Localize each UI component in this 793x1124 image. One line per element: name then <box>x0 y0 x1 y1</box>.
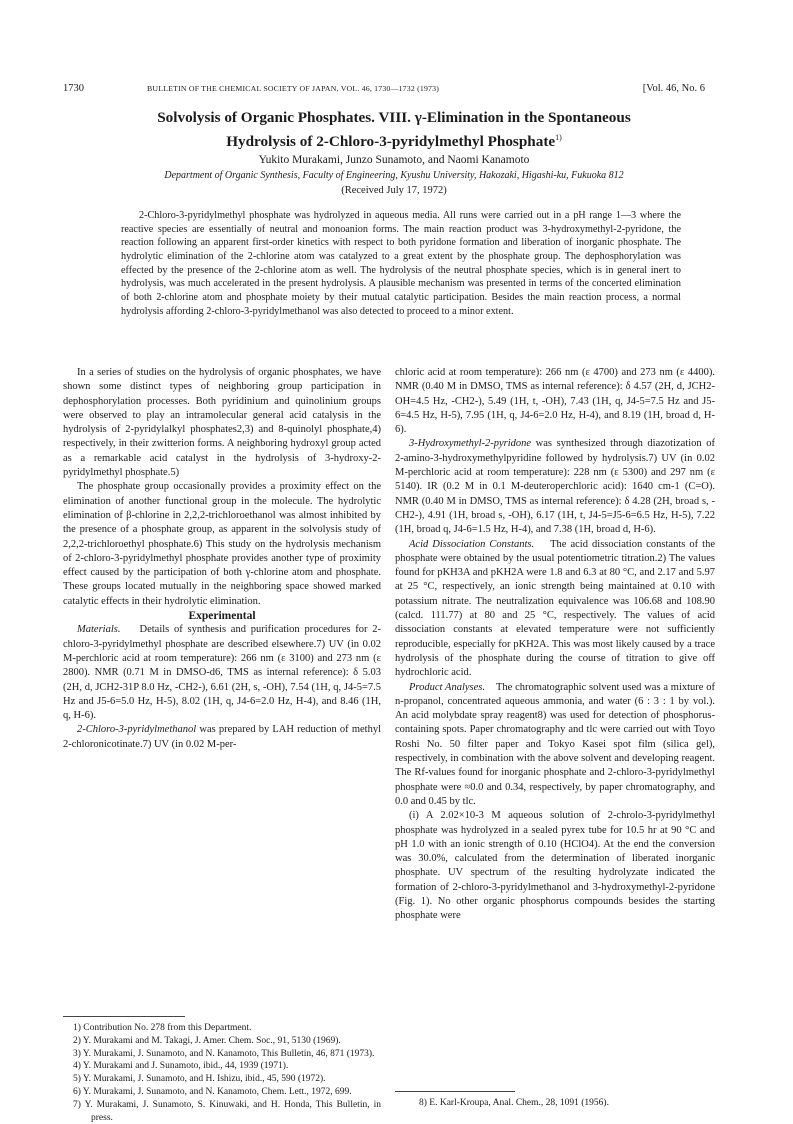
materials-label: Materials. <box>77 624 121 636</box>
affiliation: Department of Organic Synthesis, Faculty of Engineering, Kyushu University, Hakozaki, Higashi-ku, Fukuoka 812 <box>164 170 624 181</box>
title-ref-mark: 1) <box>555 133 562 142</box>
title-line-2: Hydrolysis of 2-Chloro-3-pyridylmethyl Phosphate <box>226 133 556 151</box>
authors: Yukito Murakami, Junzo Sunamoto, and Naomi Kanamoto <box>258 154 530 166</box>
product-analyses-paragraph <box>395 681 715 810</box>
footnote: 3) Y. Murakami, J. Sunamoto, and N. Kanamoto, This Bulletin, 46, 871 (1973). <box>73 1048 375 1059</box>
continued-paragraph: chloric acid at room temperature): 266 nm (ε 4700) and 273 nm (ε 4400). NMR (0.40 M in DMSO, TMS as internal reference): δ 4.57 (2H, d, JCH2-OH=4.5 Hz, -CH2-), 5.49 (1H, t, -OH), 7.43 (1H, q, J4-5=7.5 Hz and J5-6=4.5 Hz, H-5), 7.95 (1H, q, J4-6=2.0 Hz, H-4), and 8.19 (1H, broad d, H-6). <box>395 367 715 436</box>
footnote: 7) Y. Murakami, J. Sunamoto, S. Kinuwaki, and H. Honda, This Bulletin, in press. <box>73 1099 381 1123</box>
footnote: 1) Contribution No. 278 from this Department. <box>73 1023 252 1033</box>
footnote: 8) E. Karl-Kroupa, Anal. Chem., 28, 1091 (1956). <box>419 1098 609 1108</box>
column-right <box>395 366 715 924</box>
received-date: (Received July 17, 1972) <box>341 185 447 196</box>
page-number: 1730 <box>63 83 84 94</box>
footnote: 2) Y. Murakami and M. Takagi, J. Amer. Chem. Soc., 91, 5130 (1969). <box>73 1035 341 1046</box>
item-i-paragraph: (i) A 2.02×10-3 M aqueous solution of 2-chrolo-3-pyridylmethyl phosphate was hydrolyzed in a sealed pyrex tube for 10.5 hr at 90 °C and pH 1.0 with an ionic strength of 0.10 (HClO4). At the end the conversion was 30.0%, calculated from the determination of liberated inorganic phosphate. UV spectrum of the resulting hydrolyzate indicated the formation of 2-chloro-3-pyridylmethanol and 3-hydroxymethyl-2-pyridone (Fig. 1). No other organic phosphorus compounds besides the starting phosphate were <box>395 810 715 922</box>
pyridylmethanol-paragraph <box>63 723 381 752</box>
abstract: 2-Chloro-3-pyridylmethyl phosphate was hydrolyzed in aqueous media. All runs were carried out in a pH range 1—3 where the reactive species are essentially of neutral and monoanion forms. The main reaction product was 3-hydroxymethyl-2-pyridone, the reaction following an apparent first-order kinetics with respect to both pyridone formation and liberation of inorganic phosphate. The hydrolytic elimination of the 2-chlorine atom was catalyzed to a great extent by the phosphate group. The dephosphorylation was effected by the presence of the 2-chlorine atom as well. The hydrolysis of the neutral phosphate species, which is in general inert to hydrolysis, was much accelerated in the present hydrolysis. A plausible mechanism was presented in terms of the concerted elimination of both 2-chlorine atom and phosphate moiety by their mutual catalytic participation. Besides the main reaction process, a normal hydrolysis affording 2-chloro-3-pyridylmethanol was also detected to proceed to a minor extent. <box>121 210 681 317</box>
title-line-1: Solvolysis of Organic Phosphates. VIII. γ-Elimination in the Spontaneous <box>157 109 631 126</box>
pyridylmethanol-label: 2-Chloro-3-pyridylmethanol <box>77 724 197 736</box>
volume-issue: [Vol. 46, No. 6 <box>642 83 705 94</box>
footnote-rule-left <box>63 1016 185 1017</box>
acid-dissociation-label: Acid Dissociation Constants. <box>409 538 535 550</box>
footnote: 4) Y. Murakami and J. Sunamoto, ibid., 44, 1939 (1971). <box>73 1061 289 1072</box>
footnote-rule-right <box>395 1091 515 1092</box>
intro-paragraph-2: The phosphate group occasionally provides a proximity effect on the elimination of another functional group in the molecule. The hydrolytic elimination of β-chlorine in 2,2,2-trichloroethanol was almost inhibited by the presence of a phosphate group, as apparent in the solvolysis study of 2,2,2-trichloroethyl phosphate.6) This study on the hydrolysis mechanism of 2-chloro-3-pyridylmethyl phosphate provides another type of proximity effect caused by the participation of both γ-chlorine atom and phosphate. These groups located mutually in the neighboring space showed marked catalytic effects in their hydrolytic elimination. <box>63 481 381 607</box>
section-heading-experimental: Experimental <box>188 610 256 623</box>
materials-paragraph <box>63 623 381 723</box>
product-analyses-text: The chromatographic solvent used was a mixture of n-propanol, concentrated aqueous ammonia, and water (6 : 3 : 1 by vol.). An acid molybdate spray reagent8) was used for detection of phosphorus-containing spots. Paper chromatography and tlc were carried out with Toyo Roshi No. 50 filter paper and Tokyo Kasei spot film (silica gel), respectively, in combination with the above solvent and developing reagent. The Rf-values found for inorganic phosphate and 2-chloro-3-pyridylmethyl phosphate were ≈0.0 and 0.34, respectively, by paper chromatography, and 0.0 and 0.45 by tlc. <box>395 681 716 807</box>
footnotes-right <box>409 1097 715 1110</box>
pyridylmethanol-text: was prepared by LAH reduction of methyl 2-chloronicotinate.7) UV (in 0.02 M-per- <box>63 724 382 750</box>
column-left <box>63 366 381 752</box>
acid-dissociation-text: The acid dissociation constants of the phosphate were obtained by the usual potentiometric titration.2) The values found for pKH3A and pKH2A were 1.8 and 6.3 at 80 °C, and 2.17 and 5.97 at 25 °C, respectively, an ionic strength being maintained at 0.10 with potassium nitrate. The neutralization equivalence was 106.68 and 108.90 (calcd. 111.77) at 80 and 25 °C, respectively. The values of acid dissociation constants at elevated temperature were not sufficiently reproducible, especially for pKH2A. This was most likely caused by a trace hydrolysis of the phosphate during the course of titration to give off hydrochloric acid. <box>395 538 715 679</box>
article-title <box>63 108 725 152</box>
journal-citation: BULLETIN OF THE CHEMICAL SOCIETY OF JAPAN, VOL. 46, 1730—1732 (1973) <box>147 84 440 93</box>
product-analyses-label: Product Analyses. <box>409 681 485 693</box>
footnote: 6) Y. Murakami, J. Sunamoto, and N. Kanamoto, Chem. Lett., 1972, 699. <box>73 1086 352 1097</box>
intro-paragraph-1: In a series of studies on the hydrolysis of organic phosphates, we have shown some distinct types of neighboring group participation in dephosphorylation processes. Both pyridinium and quinolinium groups were observed to play an intramolecular general acid catalysis in the hydrolysis of 2-pyridylalkyl phosphates2,3) and 8-quinolyl phosphate,4) respectively, in their zwitterion forms. A neighboring hydroxyl group acted as a remarkable acid catalyst in the hydrolysis of 3-hydroxy-2-pyridylmethyl phosphate.5) <box>63 367 381 479</box>
running-head <box>63 83 705 97</box>
materials-text: Details of synthesis and purification procedures for 2-chloro-3-pyridylmethyl phosphate are described elsewhere.7) UV (in 0.02 M-perchloric acid at room temperature): 266 nm (ε 3100) and 273 nm (ε 2800). NMR (0.71 M in DMSO-d6, TMS as internal reference): δ 5.03 (2H, d, JCH2-31P 8.0 Hz, -CH2-), 6.61 (2H, s, -OH), 7.54 (1H, q, J4-5=7.5 Hz and J5-6=5.0 Hz, H-5), 8.02 (1H, q, J4-6=2.0 Hz, H-4), and 8.46 (1H, q, H-6). <box>63 624 382 722</box>
pyridone-label: 3-Hydroxymethyl-2-pyridone <box>409 438 532 450</box>
footnotes-left <box>63 1022 381 1124</box>
pyridone-paragraph <box>395 437 715 537</box>
pyridone-text: was synthesized through diazotization of 2-amino-3-hydroxymethylpyridine followed by hydrolysis.7) UV (in 0.02 M-perchloric acid at room temperature): 228 nm (ε 5300) and 297 nm (ε 5140). IR (0.2 M in 0.1 M-deuteroperchloric acid): 1640 cm-1 (C=O). NMR (0.40 M in DMSO, TMS as internal reference): δ 4.28 (2H, broad s, -CH2-), 4.91 (1H, broad s, -OH), 6.17 (1H, t, J4-5=J5-6=6.5 Hz, H-5), 7.22 (1H, broad q, J4-6=1.5 Hz, H-4), and 7.38 (1H, broad d, H-6). <box>395 438 715 536</box>
footnote: 5) Y. Murakami, J. Sunamoto, and H. Ishizu, ibid., 45, 590 (1972). <box>73 1074 326 1085</box>
acid-dissociation-paragraph <box>395 538 715 681</box>
